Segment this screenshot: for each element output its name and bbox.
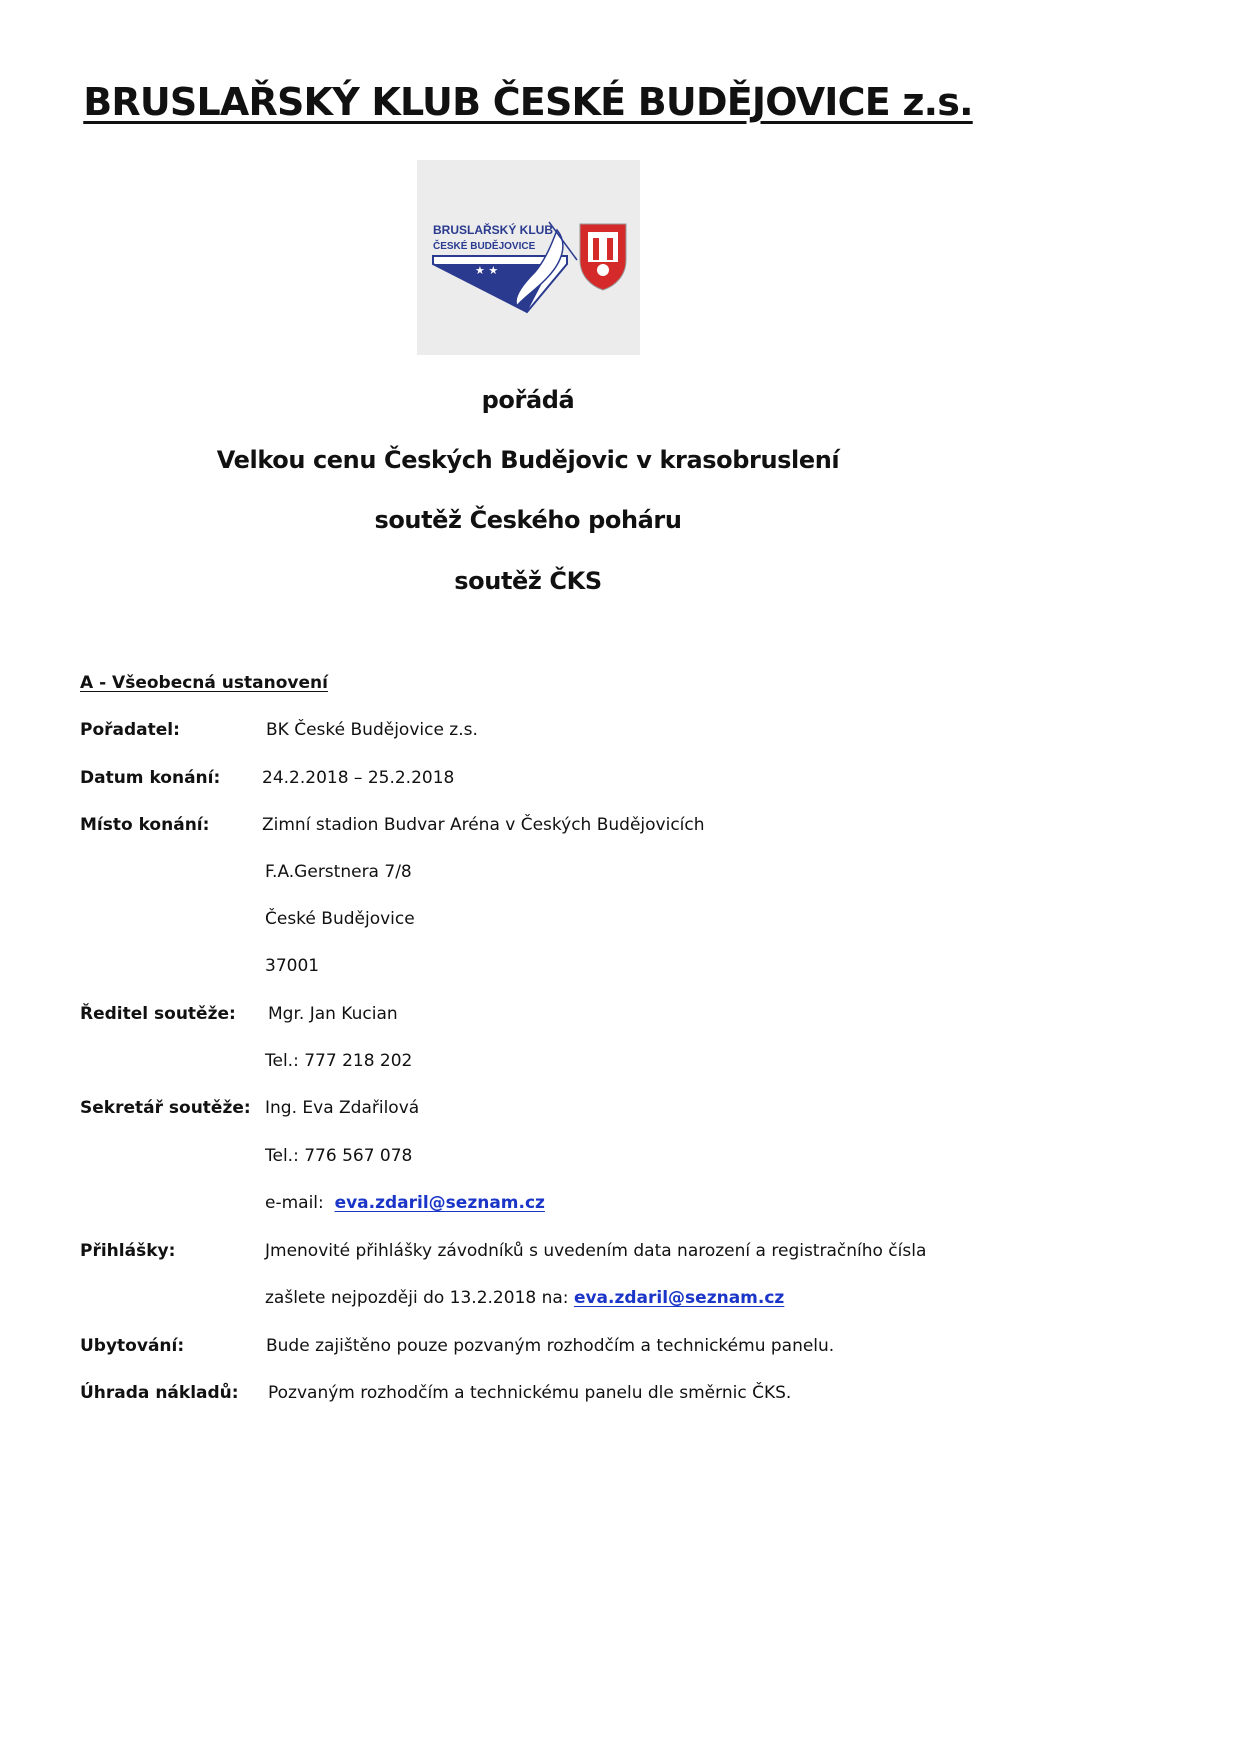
czech-cup-text: soutěž Českého poháru [374, 506, 682, 534]
page-title [0, 80, 1056, 124]
logo-line-2: ČESKÉ BUDĚJOVICE [433, 241, 536, 252]
date-value: 24.2.2018 – 25.2.2018 [262, 768, 455, 788]
entries-label: Přihlášky: [80, 1241, 176, 1261]
date-label: Datum konání: [80, 768, 221, 788]
entries-line-1: Jmenovité přihlášky závodníků s uvedením data narození a registračního čísla [265, 1241, 927, 1261]
costs-value: Pozvaným rozhodčím a technickému panelu dle směrnic ČKS. [268, 1383, 792, 1403]
email-prefix: e-mail: [265, 1193, 324, 1213]
section-a-heading: A - Všeobecná ustanovení [80, 673, 328, 693]
coat-of-arms-lion [597, 264, 609, 276]
secretary-label: Sekretář soutěže: [80, 1098, 251, 1118]
director-name: Mgr. Jan Kucian [268, 1004, 398, 1024]
entries-line-2 [265, 1288, 784, 1308]
director-label: Ředitel soutěže: [80, 1004, 236, 1024]
accommodation-value: Bude zajištěno pouze pozvaným rozhodčím a technickému panelu. [266, 1336, 835, 1356]
accommodation-label: Ubytování: [80, 1336, 185, 1356]
coat-of-arms-detail-left [593, 238, 599, 260]
venue-line-3: České Budějovice [265, 909, 415, 929]
coat-of-arms-detail-right [607, 238, 613, 260]
entries-email-link[interactable]: eva.zdaril@seznam.cz [573, 1288, 785, 1308]
costs-label: Úhrada nákladů: [80, 1383, 239, 1403]
entries-deadline-text: zašlete nejpozději do 13.2.2018 na: [265, 1288, 569, 1308]
event-name: Velkou cenu Českých Budějovic v krasobruslení [216, 446, 840, 474]
secretary-name: Ing. Eva Zdařilová [265, 1098, 420, 1118]
organizer-value: BK České Budějovice z.s. [266, 720, 478, 740]
venue-line-2: F.A.Gerstnera 7/8 [265, 862, 412, 882]
secretary-phone: Tel.: 776 567 078 [265, 1146, 413, 1166]
club-name: BRUSLAŘSKÝ KLUB ČESKÉ BUDĚJOVICE z.s. [83, 80, 973, 124]
venue-line-1: Zimní stadion Budvar Aréna v Českých Budějovicích [262, 815, 705, 835]
logo-stars: ★ ★ [475, 264, 499, 277]
secretary-email-link[interactable]: eva.zdaril@seznam.cz [334, 1193, 545, 1213]
coat-of-arms-gate [588, 232, 618, 262]
secretary-email-row [265, 1193, 545, 1213]
logo-line-1: BRUSLAŘSKÝ KLUB [433, 223, 553, 237]
cks-competition-text: soutěž ČKS [454, 567, 602, 595]
venue-label: Místo konání: [80, 815, 210, 835]
director-phone: Tel.: 777 218 202 [265, 1051, 413, 1071]
venue-line-4: 37001 [265, 956, 320, 976]
organizes-text: pořádá [481, 386, 575, 414]
organizer-label: Pořadatel: [80, 720, 180, 740]
club-logo [417, 160, 640, 355]
